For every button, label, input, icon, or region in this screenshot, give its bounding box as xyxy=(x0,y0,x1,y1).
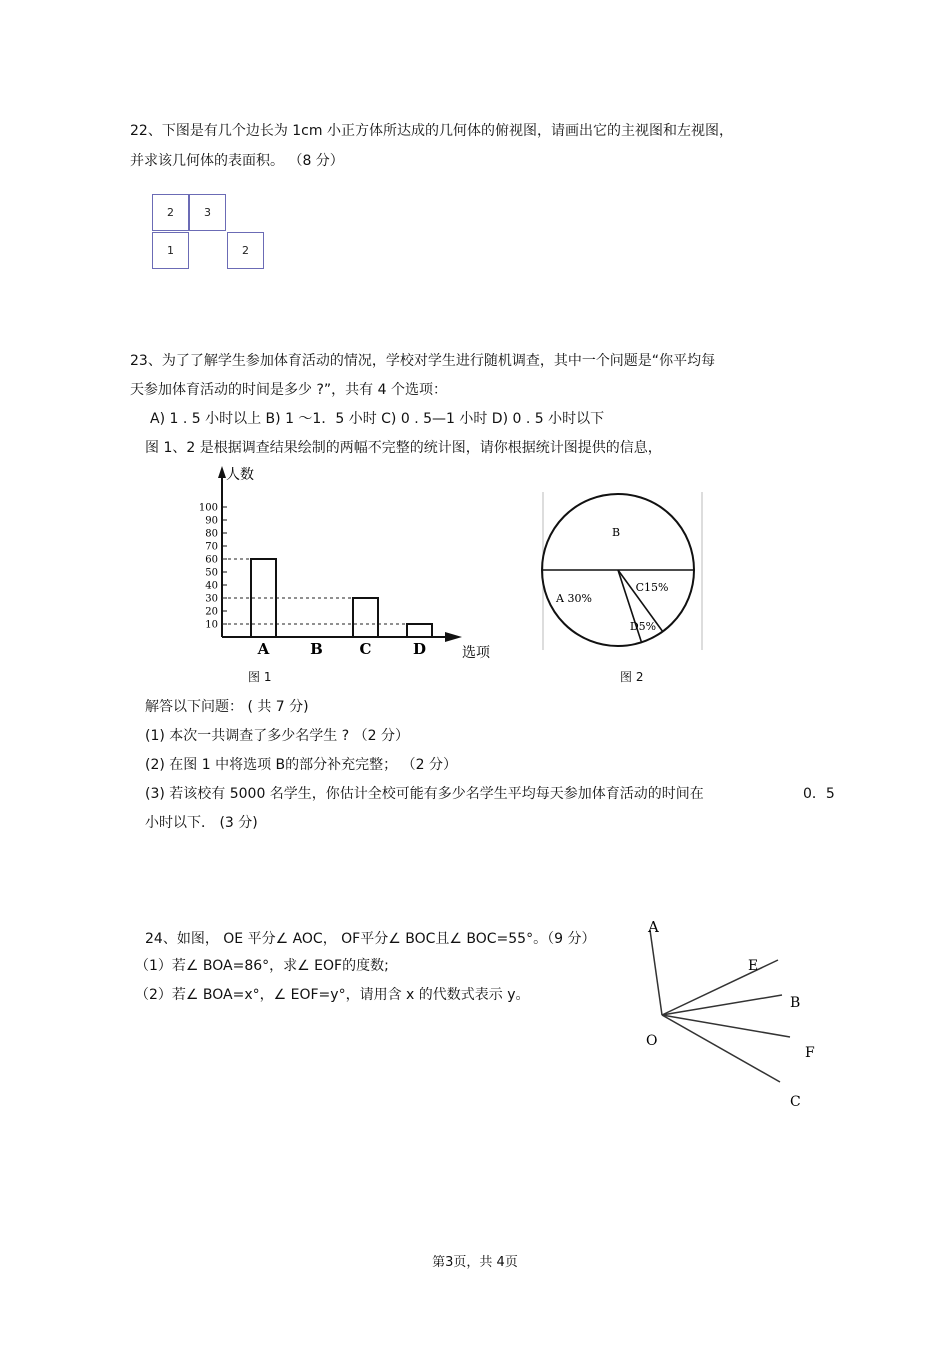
q24-line1: 24、如图， OE 平分∠ AOC， OF平分∠ BOC且∠ BOC=55°。（9 分） xyxy=(145,931,596,947)
x-axis-arrow xyxy=(445,632,462,642)
q23-line1: 23、为了了解学生参加体育活动的情况，学校对学生进行随机调查，其中一个问题是“你平均每 xyxy=(130,353,716,369)
fig1-caption: 图 1 xyxy=(248,670,272,684)
y-tick-label: 100 xyxy=(198,502,218,514)
grid-cell: 2 xyxy=(227,232,264,269)
grid-cell: 1 xyxy=(152,232,189,269)
pie-chart xyxy=(540,488,705,653)
point-f-label: F xyxy=(805,1045,815,1061)
q22-line1: 22、下图是有几个边长为 1cm 小正方体所达成的几何体的俯视图，请画出它的主视图和左视图， xyxy=(130,123,733,139)
x-tick-label: B xyxy=(310,640,323,658)
q24-sub1: （1）若∠ BOA=86°，求∠ EOF的度数; xyxy=(135,958,389,974)
q23-answer-intro: 解答以下问题： ( 共 7 分) xyxy=(145,699,309,715)
x-tick-label: A xyxy=(257,640,270,658)
y-tick-label: 60 xyxy=(205,554,218,566)
fig2-caption: 图 2 xyxy=(620,670,644,684)
point-b-label: B xyxy=(790,995,801,1011)
x-tick-label: C xyxy=(359,640,372,658)
y-tick-label: 30 xyxy=(205,593,218,605)
ray-oe xyxy=(662,960,778,1015)
q23-options: A) 1 . 5 小时以上 B) 1 ～1．5 小时 C) 0 . 5—1 小时 D) 0 . 5 小时以下 xyxy=(150,411,605,427)
point-c-label: C xyxy=(790,1094,801,1110)
x-tick-label: D xyxy=(412,640,427,658)
page-footer: 第3页，共 4页 xyxy=(432,1255,518,1270)
y-tick-label: 40 xyxy=(205,580,218,592)
y-tick-label: 50 xyxy=(205,567,218,579)
point-a-label: A xyxy=(648,918,659,936)
y-axis-arrow xyxy=(218,466,226,478)
q23-sub2: (2) 在图 1 中将选项 B的部分补充完整； （2 分） xyxy=(145,757,457,773)
pie-label: D5% xyxy=(629,620,657,633)
ray-oa xyxy=(650,930,662,1015)
q24-sub2: （2）若∠ BOA=x°，∠ EOF=y°，请用含 x 的代数式表示 y。 xyxy=(135,987,530,1003)
bar xyxy=(407,624,432,637)
angle-diagram xyxy=(630,915,830,1115)
pie-label: C15% xyxy=(635,581,669,594)
pie-label: B xyxy=(611,526,621,539)
grid-cell: 2 xyxy=(152,194,189,231)
y-tick-label: 70 xyxy=(205,541,218,553)
pie-label: A 30% xyxy=(556,592,592,605)
q23-sub3c: 小时以下． (3 分) xyxy=(145,815,258,831)
q23-sub3b: 0．5 xyxy=(803,786,835,802)
q23-sub1: (1) 本次一共调查了多少名学生 ? （2 分） xyxy=(145,728,409,744)
y-tick-label: 20 xyxy=(205,606,218,618)
bar-chart xyxy=(190,462,510,667)
bar xyxy=(353,598,378,637)
q23-sub3a: (3) 若该校有 5000 名学生，你估计全校可能有多少名学生平均每天参加体育活动的时间在 xyxy=(145,786,704,802)
y-tick-label: 80 xyxy=(205,528,218,540)
q22-line2: 并求该几何体的表面积。 （8 分） xyxy=(130,153,344,169)
q23-line3: 图 1、2 是根据调查结果绘制的两幅不完整的统计图，请你根据统计图提供的信息， xyxy=(145,440,662,456)
point-e-label: E xyxy=(748,958,759,974)
y-tick-label: 10 xyxy=(205,619,218,631)
ray-ob xyxy=(662,995,782,1015)
q23-line2: 天参加体育活动的时间是多少 ?”，共有 4 个选项： xyxy=(130,382,447,398)
x-axis-label: 选项 xyxy=(462,645,490,661)
y-tick-label: 90 xyxy=(205,515,218,527)
y-axis-label: 人数 xyxy=(226,467,254,483)
grid-cell: 3 xyxy=(189,194,226,231)
point-o-label: O xyxy=(646,1033,658,1049)
